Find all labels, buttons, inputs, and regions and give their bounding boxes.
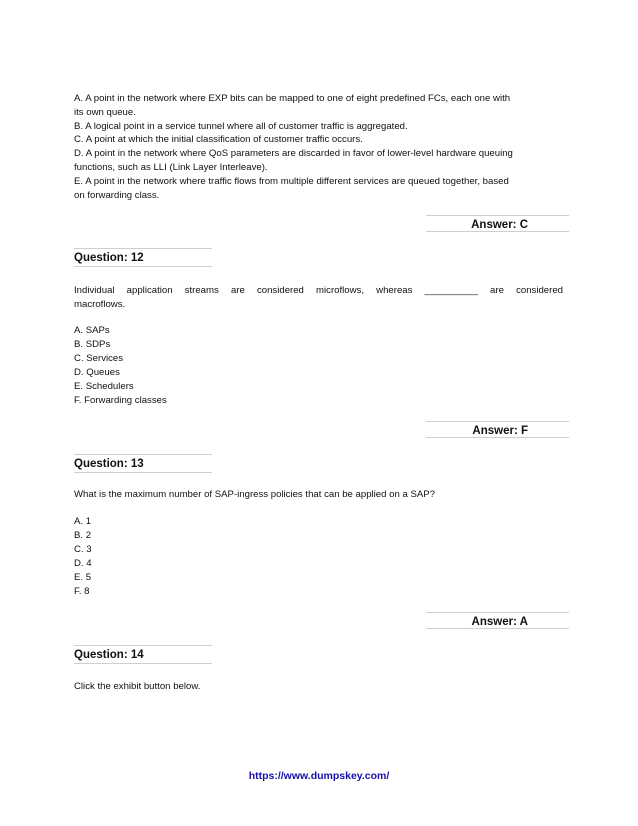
q12-option-e: E. Schedulers (74, 381, 134, 392)
q13-option-e: E. 5 (74, 572, 92, 583)
q12-prompt-line2: macroflows. (74, 299, 126, 310)
q11-option-e-line2: on forwarding class. (74, 190, 160, 201)
q13-option-d: D. 4 (74, 558, 92, 569)
q12-option-f: F. Forwarding classes (74, 395, 167, 406)
q11-option-a-line2: its own queue. (74, 107, 136, 118)
footer-url-link[interactable]: https://www.dumpskey.com/ (248, 770, 390, 782)
q11-option-d-line2: functions, such as LLI (Link Layer Interleave). (74, 162, 268, 173)
q12-option-b: B. SDPs (74, 339, 111, 350)
q11-option-a-line1: A. A point in the network where EXP bits can be mapped to one of eight predefined FCs, each one with (74, 93, 511, 104)
q13-answer: Answer: A (426, 612, 569, 629)
q11-option-c: C. A point at which the initial classification of customer traffic occurs. (74, 134, 363, 145)
q12-heading: Question: 12 (74, 248, 212, 267)
q11-option-d-line1: D. A point in the network where QoS parameters are discarded in favor of lower-level hardware queuing (74, 148, 513, 159)
q11-answer: Answer: C (426, 215, 569, 232)
q12-option-c: C. Services (74, 353, 124, 364)
q13-option-a: A. 1 (74, 516, 92, 527)
q11-option-e-line1: E. A point in the network where traffic flows from multiple different services are queued together, based (74, 176, 509, 187)
q13-option-f: F. 8 (74, 586, 90, 597)
q12-answer: Answer: F (426, 421, 569, 438)
q13-prompt: What is the maximum number of SAP-ingress policies that can be applied on a SAP? (74, 489, 436, 500)
q12-option-a: A. SAPs (74, 325, 110, 336)
q14-prompt: Click the exhibit button below. (74, 681, 201, 692)
q12-prompt-line1: Individual application streams are considered microflows, whereas __________ are considered (74, 285, 563, 296)
q14-heading: Question: 14 (74, 645, 212, 664)
q13-heading: Question: 13 (74, 454, 212, 473)
q12-option-d: D. Queues (74, 367, 120, 378)
q13-option-c: C. 3 (74, 544, 92, 555)
q11-option-b: B. A logical point in a service tunnel where all of customer traffic is aggregated. (74, 121, 408, 132)
q13-option-b: B. 2 (74, 530, 92, 541)
